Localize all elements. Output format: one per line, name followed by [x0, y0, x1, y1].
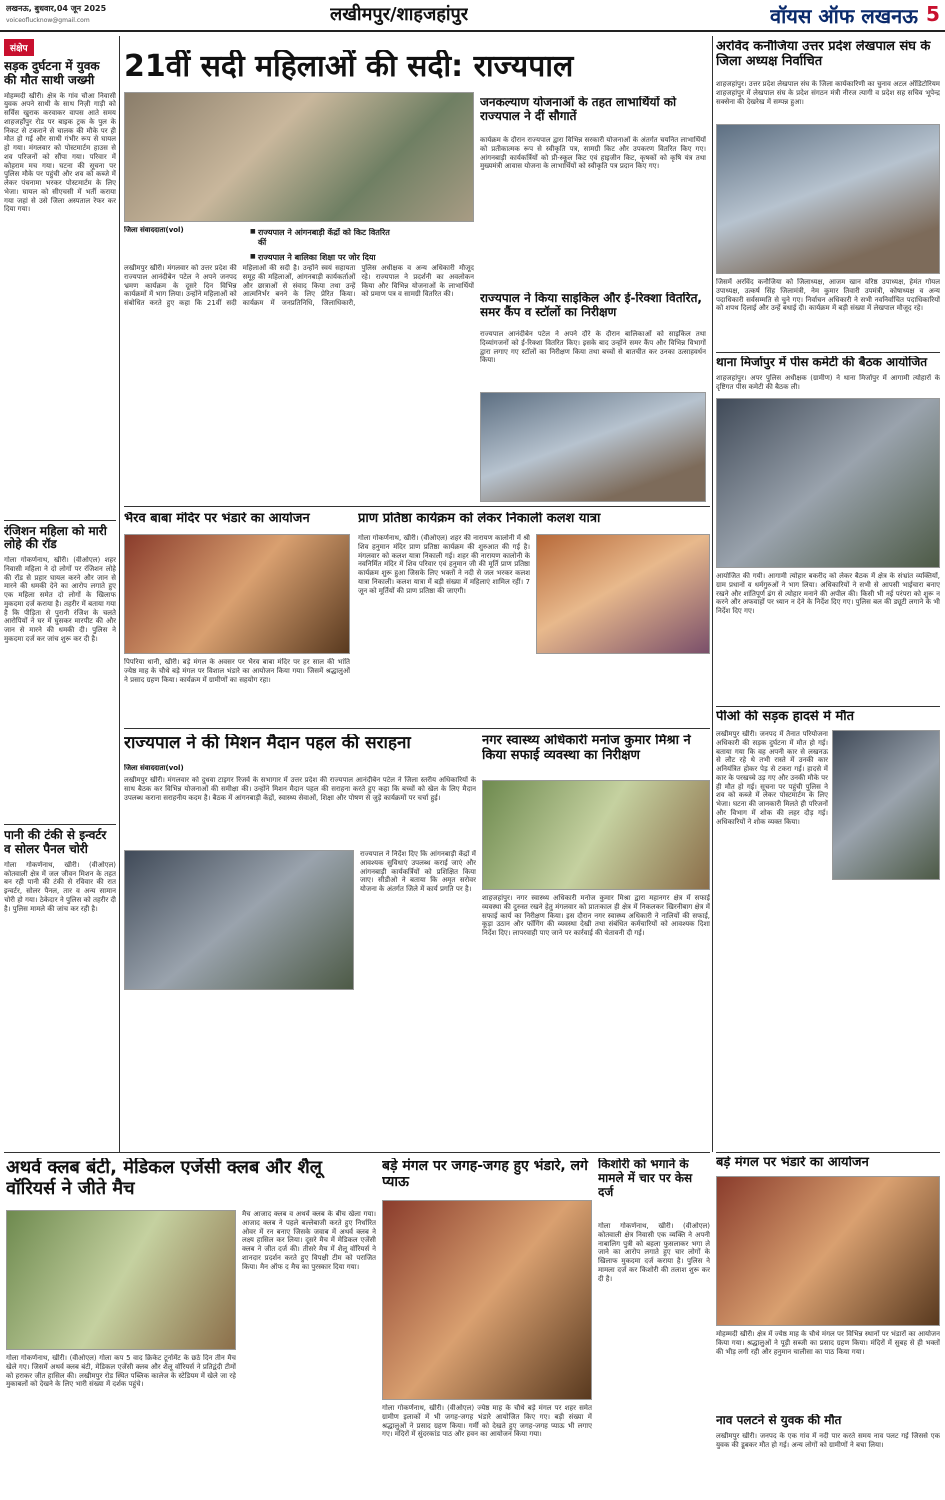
date-line: लखनऊ, बुधवार,04 जून 2025 — [6, 4, 107, 13]
bottom-1-headline: अथर्व क्लब बंटी, मेडिकल एजेंसी क्लब और शैलू वॉरियर्स ने जीते मैच — [6, 1158, 323, 1199]
brief-tag: संक्षेप — [4, 39, 34, 56]
lead-sub-2: राज्यपाल ने किया साइकिल और ई-रिक्शा वितरित, समर कैंप व स्टॉलों का निरीक्षण — [480, 292, 702, 319]
right-bot-headline-2: नाव पलटने से युवक की मौत — [716, 1414, 842, 1427]
lead-byline: जिला संवाददाता(vol) — [124, 226, 184, 234]
brief-column — [4, 36, 116, 1152]
lead-point: ■ राज्यपाल ने आंगनबाड़ी केंद्रों को किट वितरित कीं — [250, 228, 400, 249]
right-mid-photo — [716, 398, 940, 568]
masthead — [0, 0, 945, 32]
right-bot-body-2: लखीमपुर खीरी। जनपद के एक गांव में नदी पार करते समय नाव पलट गई जिससे एक युवक की डूबकर मौत हो गई। अन्य लोगों को ग्रामीणों ने बचा लिया। — [716, 1432, 940, 1449]
brief-3-body: गोला गोकर्णनाथ, खीरी। (वीओएल) कोतवाली क्षेत्र में जल जीवन मिशन के तहत बन रही पानी की टंकी से रविवार की रात इन्वर्टर, सोलर पैनल, तार व अन्य सामान चोरी हो गया। ठेकेदार ने पुलिस को तहरीर दी है। पुलिस मामले की जांच कर रही है। — [4, 860, 116, 913]
mid1-body: पिपरिया धानी, खीरी। बड़े मंगल के अवसर पर भैरव बाबा मंदिर पर हर साल की भांति ज्येष्ठ माह के चौथे बड़े मंगल पर विशाल भंडारे का आयोजन किया गया। जिसमें श्रद्धालुओं ने प्रसाद ग्रहण किया। कार्यक्रम में ग्रामीणों का सहयोग रहा। — [124, 658, 350, 684]
brief-2-body: गोला गोकर्णनाथ, खीरी। (वीओएल) शहर निवासी महिला ने दो लोगों पर रंजिशन लोहे की रॉड से प्रहार घायल करने और जान से मारने की धमकी देने का आरोप लगाते हुए एक महिला समेत दो लोगों के खिलाफ मुकदमा दर्ज कराया है। तहरीर में बताया गया है कि पीड़िता से पुरानी रंजिश के चलते आरोपियों ने घर में घुसकर मारपीट की और जान से मारने की धमकी दी। पुलिस ने मुकदमा दर्ज कर जांच शुरू कर दी है। — [4, 556, 116, 643]
brief-2-title: रंजिशन महिला को मारी लोहे की रॉड — [4, 520, 116, 553]
mid3-body: लखीमपुर खीरी। मंगलवार को दुधवा टाइगर रिजर्व के सभागार में उत्तर प्रदेश की राज्यपाल आनंदीबेन पटेल ने जिला स्तरीय अधिकारियों के साथ बैठक कर विभिन्न योजनाओं की समीक्षा की। उन्होंने मिशन मैदान पहल की सराहना करते हुए कहा कि बच्चों को खेल के लिए मैदान उपलब्ध कराना सराहनीय कदम है। बैठक में आंगनबाड़ी केंद्रों, स्वास्थ्य सेवाओं, शिक्षा और पोषण से जुड़े कार्यक्रमों पर चर्चा हुई। — [124, 776, 476, 802]
bottom-1-photo — [6, 1210, 236, 1350]
mid2-body: गोला गोकर्णनाथ, खीरी। (वीओएल) शहर की नारायण कालोनी में श्री शिव हनुमान मंदिर प्राण प्रतिष्ठा कार्यक्रम की शुरुआत की गई है। मंगलवार को कलश यात्रा निकाली गई। शहर की नारायण कालोनी के नवनिर्मित मंदिर में शिव परिवार एवं हनुमान जी की मूर्ति प्राण प्रतिष्ठा कार्यक्रम शुरू हुआ जिसके लिए भक्तों ने नदी से जल भरकर कलश यात्रा निकाली। कलश यात्रा में बड़ी संख्या में महिलाएं शामिल रहीं। 7 जून को मूर्तियों की प्राण प्रतिष्ठा की जाएगी। — [358, 534, 530, 595]
page-number: 5 — [926, 2, 940, 26]
bottom-2-headline: बड़े मंगल पर जगह-जगह हुए भंडारे, लगे प्याऊ — [382, 1158, 588, 1191]
mid2-photo — [536, 534, 710, 654]
right-mid-body: आयोजित की गयी। आगामी त्योहार बकरीद को लेकर बैठक में क्षेत्र के संभ्रांत व्यक्तियों, ग्राम प्रधानों व धर्मगुरुओं ने भाग लिया। अधिकारियों ने सभी से आपसी भाईचारा बनाए रखने और शांतिपूर्ण ढंग से त्योहार मनाने की अपील की। किसी भी नई परंपरा को शुरू न करने और अफवाहों पर ध्यान न देने के निर्देश दिए गए। पुलिस बल की ड्यूटी लगाने के भी निर्देश दिए गए। — [716, 572, 940, 615]
mid1-headline: भैरव बाबा मंदिर पर भंडारे का आयोजन — [124, 512, 310, 526]
brief-3-title: पानी की टंकी से इन्वर्टर व सोलर पैनल चोरी — [4, 824, 116, 857]
mid3-byline: जिला संवाददाता(vol) — [124, 764, 184, 772]
right-acc-headline: पीओ की सड़क हादसे में मौत — [716, 710, 855, 724]
right-acc-photo — [832, 730, 940, 880]
bottom-1-body: गोला गोकर्णनाथ, खीरी। (वीओएल) गोला कप 5 वाद क्रिकेट टूर्नामेंट के छठे दिन तीन मैच खेले गए। जिसमें अथर्व क्लब बंटी, मेडिकल एजेंसी क्लब और शैलू वॉरियर्स ने प्रतिद्वंदी टीमों को हराकर जीत हासिल की। लखीमपुर रोड स्थित पब्लिक कालेज के स्टेडियम में खेले जा रहे मुकाबलों को देखने के लिए भारी संख्या में दर्शक पहुंचे। — [6, 1354, 236, 1389]
mid3-body-2: राज्यपाल ने निर्देश दिए कि आंगनबाड़ी केंद्रों में आवश्यक सुविधाएं उपलब्ध कराई जाएं और आंगनबाड़ी कार्यकर्त्रियों को प्रशिक्षित किया जाए। सीडीओ ने बताया कि अमृत सरोवर योजना के अंतर्गत जिले में कार्य प्रगति पर है। — [360, 850, 476, 893]
mid3-headline: राज्यपाल ने की मिशन मैदान पहल की सराहना — [124, 734, 411, 753]
mid2-headline: प्राण प्रतिष्ठा कार्यक्रम को लेकर निकाली कलश यात्रा — [358, 512, 601, 526]
brief-1-body: मोहम्मदी खीरी। क्षेत्र के गांव चौआ निवासी युवक अपने साथी के साथ निज़ी गाड़ी को सर्विस खुराक करवाकर वापस आते समय शाहजहाँपुर रोड पर बाइक ट्रक के पुल के निकट से टकराने से चालक की मौके पर ही मौत हो गई और साथी गंभीर रूप से घायल हो गया। मंगलवार को पोस्टमार्टम हाउस से शव परिजनों को सौंपा गया। परिवार में कोहराम मच गया। घटना की सूचना पर पुलिस मौके पर पहुंची और शव को कब्जे में लेकर पंचनामा भरकर पोस्टमार्टम के लिए भेजा। घायल को सीएचसी में भर्ती कराया गया जहां से उसे जिला अस्पताल रेफर कर दिया गया। — [4, 91, 116, 214]
brand-logo: वॉयस ऑफ लखनऊ — [770, 4, 918, 28]
lead-body: लखीमपुर खीरी। मंगलवार को उत्तर प्रदेश की राज्यपाल आनंदीबेन पटेल ने अपने जनपद भ्रमण कार्यक्रम के दूसरे दिन विभिन्न कार्यक्रमों में भाग लिया। उन्होंने महिलाओं को संबोधित करते हुए कहा कि 21वीं सदी महिलाओं की सदी है। उन्होंने स्वयं सहायता समूह की महिलाओं, आंगनबाड़ी कार्यकर्ताओं और छात्राओं से संवाद किया तथा उन्हें आत्मनिर्भर बनने के लिए प्रेरित किया। कार्यक्रम में जनप्रतिनिधि, जिलाधिकारी, पुलिस अधीक्षक व अन्य अधिकारी मौजूद रहे। राज्यपाल ने प्रदर्शनी का अवलोकन किया और विभिन्न योजनाओं के लाभार्थियों को प्रमाण पत्र व सामग्री वितरित की। — [124, 264, 474, 307]
lead-photo-2 — [480, 392, 706, 502]
lead-sub-2-body: राज्यपाल आनंदीबेन पटेल ने अपने दौरे के दौरान बालिकाओं को साइकिल तथा दिव्यांगजनों को ई-रिक्शा वितरित किए। इसके बाद उन्होंने समर कैंप और विभिन्न विभागों द्वारा लगाए गए स्टॉलों का निरीक्षण किया तथा बच्चों से बातचीत कर उनका उत्साहवर्धन किया। — [480, 330, 706, 365]
bottom-3-body: गोला गोकर्णनाथ, खीरी। (वीओएल) कोतवाली क्षेत्र निवासी एक व्यक्ति ने अपनी नाबालिग पुत्री को बहला फुसलाकर भगा ले जाने का आरोप लगाते हुए चार लोगों के खिलाफ मुकदमा दर्ज कराया है। पुलिस ने मामला दर्ज कर किशोरी की तलाश शुरू कर दी है। — [598, 1222, 710, 1283]
bottom-2-photo — [382, 1200, 592, 1400]
mid4-body: शाहजहांपुर। नगर स्वास्थ्य अधिकारी मनोज कुमार मिश्रा द्वारा महानगर क्षेत्र में सफाई व्यवस्था की दुरुस्त रखने हेतु मंगलवार को प्रातःकाल ही क्षेत्र में निकलकर खिरनीबाग क्षेत्र में सफाई कार्य का निरीक्षण किया। इस दौरान नगर स्वास्थ्य अधिकारी ने नालियों की सफाई, कूड़ा उठान और फॉगिंग की व्यवस्था देखी तथा संबंधित कर्मचारियों को आवश्यक दिशा निर्देश दिए। लापरवाही पाए जाने पर कार्रवाई की चेतावनी दी गई। — [482, 894, 710, 937]
bottom-1-body-2: मैच आजाद क्लब व अथर्व क्लब के बीच खेला गया। आजाद क्लब ने पहले बल्लेबाजी करते हुए निर्धारित ओवर में रन बनाए जिसके जवाब में अथर्व क्लब ने लक्ष्य हासिल कर लिया। दूसरे मैच में मेडिकल एजेंसी क्लब ने जीत दर्ज की। तीसरे मैच में शैलू वॉरियर्स ने शानदार प्रदर्शन करते हुए विपक्षी टीम को पराजित किया। मैन ऑफ द मैच का पुरस्कार दिया गया। — [242, 1210, 376, 1271]
right-top-intro: शाहजहांपुर। उत्तर प्रदेश लेखपाल संघ के जिला कार्यकारिणी का चुनाव अटल ऑडिटोरियम शाहजहांपुर में लेखपाल संघ के प्रदेश संगठन मंत्री नीरज त्यागी व प्रदेश सह सचिव भूपेन्द्र सक्सेना की देखरेख में सम्पन्न हुआ। — [716, 80, 940, 106]
lead-points — [250, 228, 400, 267]
section-title: लखीमपुर/शाहजहांपुर — [330, 4, 469, 25]
right-mid-headline: थाना मिर्जापुर में पीस कमेटी की बैठक आयोजित — [716, 356, 928, 369]
brief-1-title: सड़क दुर्घटना में युवक की मौत साथी जख्मी — [4, 59, 100, 87]
mid4-headline: नगर स्वास्थ्य अधिकारी मनोज कुमार मिश्रा ने किया सफाई व्यवस्था का निरीक्षण — [482, 734, 691, 763]
lead-point: ■ राज्यपाल ने बालिका शिक्षा पर जोर दिया — [250, 253, 400, 263]
right-bot-photo — [716, 1176, 940, 1326]
lead-sub-1: जनकल्याण योजनाओं के तहत लाभार्थियों को राज्यपाल ने दीं सौगातें — [480, 96, 677, 123]
email: voiceoflucknow@gmail.com — [6, 17, 90, 24]
mid4-photo — [482, 780, 710, 890]
right-top-body: जिसमें अरविंद कनौजिया को जिलाध्यक्ष, आजम खान वरिष्ठ उपाध्यक्ष, हेमंत गोयल उपाध्यक्ष, उत्कर्ष सिंह जिलामंत्री, नेम कुमार तिवारी उपमंत्री, कोषाध्यक्ष व अन्य पदाधिकारी सर्वसम्मति से चुने गए। निर्वाचन अधिकारी ने सभी नवनिर्वाचित पदाधिकारियों को शपथ दिलाई और उन्हें बधाई दी। कार्यक्रम में बड़ी संख्या में लेखपाल मौजूद रहे। — [716, 278, 940, 313]
lead-sub-1-body: कार्यक्रम के दौरान राज्यपाल द्वारा विभिन्न सरकारी योजनाओं के अंतर्गत चयनित लाभार्थियों को प्रतीकात्मक रूप से स्वीकृति पत्र, सामग्री किट और उपकरण वितरित किए गए। आंगनबाड़ी कार्यकर्त्रियों को प्री-स्कूल किट एवं हाइजीन किट, कृषकों को कृषि यंत्र तथा मुख्यमंत्री आवास योजना के लाभार्थियों को स्वीकृति पत्र प्रदान किए गए। — [480, 136, 706, 171]
mid1-photo — [124, 534, 350, 654]
right-top-photo — [716, 124, 940, 274]
lead-photo — [124, 92, 474, 222]
right-bot-body: मोहम्मदी खीरी। क्षेत्र में ज्येष्ठ माह के चौथे मंगल पर विभिन्न स्थानों पर भंडारों का आयोजन किया गया। श्रद्धालुओं ने पूड़ी सब्जी का प्रसाद ग्रहण किया। मंदिरों में सुबह से ही भक्तों की भीड़ लगी रही और हनुमान चालीसा का पाठ किया गया। — [716, 1330, 940, 1356]
right-top-headline: अरविंद कनौजिया उत्तर प्रदेश लेखपाल संघ के जिला अध्यक्ष निर्वाचित — [716, 40, 931, 69]
right-bot-headline: बड़े मंगल पर भंडारे का आयोजन — [716, 1156, 869, 1170]
right-mid-intro: शाहजहांपुर। अपर पुलिस अधीक्षक (ग्रामीण) ने थाना मिर्जापुर में आगामी त्योहारों के दृष्टिगत पीस कमेटी की बैठक ली। — [716, 374, 940, 391]
mid3-photo — [124, 850, 354, 990]
lead-headline: 21वीं सदी महिलाओं की सदी: राज्यपाल — [124, 50, 574, 84]
bottom-3-headline: किशोरी को भगाने के मामले में चार पर केस दर्ज — [598, 1158, 693, 1199]
bottom-2-body: गोला गोकर्णनाथ, खीरी। (वीओएल) ज्येष्ठ माह के चौथे बड़े मंगल पर शहर समेत ग्रामीण इलाकों में भी जगह-जगह भंडारे आयोजित किए गए। बड़ी संख्या में श्रद्धालुओं ने प्रसाद ग्रहण किया। गर्मी को देखते हुए जगह-जगह प्याऊ भी लगाए गए। मंदिरों में सुंदरकांड पाठ और हवन का आयोजन किया गया। — [382, 1404, 592, 1439]
right-acc-body: लखीमपुर खीरी। जनपद में तैनात परियोजना अधिकारी की सड़क दुर्घटना में मौत हो गई। बताया गया कि वह अपनी कार से लखनऊ से लौट रहे थे तभी रास्ते में उनकी कार अनियंत्रित होकर पेड़ से टकरा गई। हादसे में कार के परखच्चे उड़ गए और उनकी मौके पर ही मौत हो गई। सूचना पर पहुंची पुलिस ने शव को कब्जे में लेकर पोस्टमार्टम के लिए भेजा। घटना की जानकारी मिलते ही परिजनों और विभाग में शोक की लहर दौड़ गई। अधिकारियों ने शोक व्यक्त किया। — [716, 730, 828, 826]
